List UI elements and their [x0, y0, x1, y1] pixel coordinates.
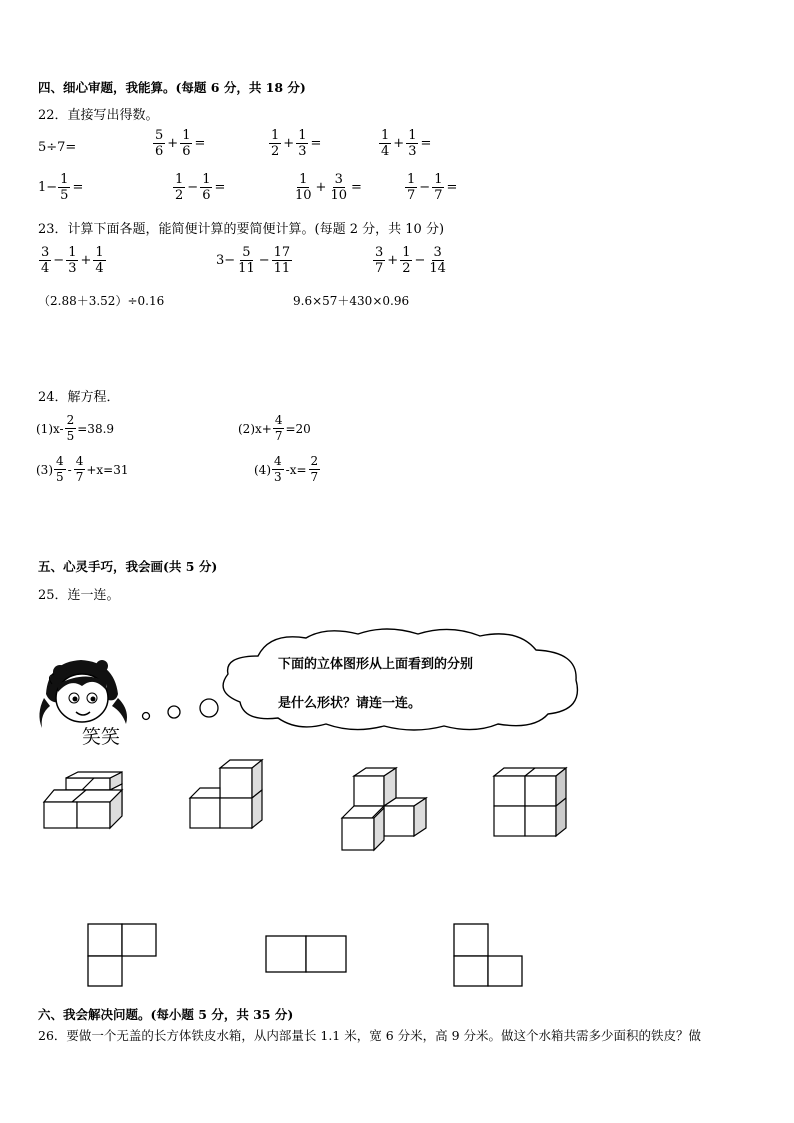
operator: - [67, 462, 72, 477]
operator: − [258, 253, 270, 268]
equals-sign: = [72, 180, 84, 195]
fraction [236, 245, 257, 276]
numerator: 1 [68, 245, 77, 260]
q22-item-1-text: 5÷7= [38, 140, 77, 155]
q22-item-8 [404, 172, 458, 203]
q22-item-3 [268, 128, 322, 159]
q22-item-4 [378, 128, 432, 159]
numerator: 4 [56, 454, 64, 468]
q22-item-5 [38, 172, 84, 203]
suffix: =20 [285, 421, 311, 436]
equals-sign: = [420, 136, 432, 151]
q23-expression-4: （2.88＋3.52）÷0.16 [38, 294, 165, 308]
numerator: 1 [298, 128, 307, 143]
solid-figure-2 [186, 756, 266, 832]
question-24-title: 24．解方程． [38, 390, 120, 405]
numerator: 4 [274, 454, 282, 468]
fraction [400, 245, 412, 276]
q23-expression-2 [216, 245, 293, 276]
question-25-title: 25．连一连。 [38, 588, 120, 603]
question-23-title: 23．计算下面各题，能简便计算的要简便计算。(每题 2 分，共 10 分) [38, 222, 445, 237]
q23-expression-5: 9.6×57＋430×0.96 [293, 294, 410, 308]
prefix: (3) [36, 462, 53, 477]
cloud-text-line-2: 是什么形状？请连一连。 [278, 696, 422, 711]
denominator: 4 [381, 144, 390, 159]
denominator: 6 [155, 144, 164, 159]
operator: -x= [285, 462, 307, 477]
fraction [65, 413, 77, 444]
numerator: 1 [299, 172, 308, 187]
denominator: 4 [95, 261, 104, 276]
equals-sign: = [351, 180, 362, 195]
section-4-heading: 四、细心审题，我能算。(每题 6 分，共 18 分) [38, 80, 306, 95]
numerator: 1 [434, 172, 443, 187]
fraction [74, 454, 86, 485]
top-view-shape-1 [86, 922, 158, 988]
denominator: 6 [182, 144, 191, 159]
denominator: 2 [271, 144, 280, 159]
section-5-heading: 五、心灵手巧，我会画(共 5 分) [38, 559, 218, 574]
numerator: 3 [433, 245, 442, 260]
suffix: +x=31 [86, 462, 129, 477]
solid-figure-3 [338, 766, 430, 856]
prefix: 3− [216, 253, 236, 268]
fraction [173, 172, 185, 203]
speech-cloud [218, 626, 588, 732]
girl-name-label: 笑笑 [82, 726, 121, 748]
equals-sign: = [194, 136, 206, 151]
fraction [432, 172, 444, 203]
numerator: 1 [95, 245, 104, 260]
denominator: 11 [273, 261, 291, 276]
denominator: 7 [310, 470, 319, 484]
operator: + [393, 136, 405, 151]
q22-item-1 [38, 140, 76, 155]
top-view-shape-2 [264, 934, 348, 974]
q24-equation-1 [36, 413, 114, 444]
denominator: 5 [56, 470, 64, 484]
denominator: 4 [41, 261, 50, 276]
numerator: 17 [273, 245, 291, 260]
fraction [200, 172, 212, 203]
denominator: 7 [434, 188, 443, 203]
cloud-text-line-1: 下面的立体图形从上面看到的分别 [278, 657, 474, 672]
equals-sign: = [214, 180, 226, 195]
denominator: 7 [407, 188, 416, 203]
numerator: 1 [408, 128, 417, 143]
operator: − [414, 253, 426, 268]
numerator: 2 [310, 454, 319, 468]
fraction [379, 128, 391, 159]
operator: − [53, 253, 65, 268]
fraction [273, 413, 285, 444]
denominator: 3 [408, 144, 417, 159]
q24-equation-2 [238, 413, 311, 444]
numerator: 4 [274, 413, 283, 427]
suffix: =38.9 [77, 421, 115, 436]
numerator: 3 [334, 172, 343, 187]
denominator: 2 [175, 188, 184, 203]
solid-figure-4 [490, 766, 570, 838]
equals-sign: = [446, 180, 458, 195]
denominator: 2 [402, 261, 411, 276]
operator: − [187, 180, 199, 195]
operator: − [419, 180, 431, 195]
q22-item-7 [292, 172, 363, 203]
numerator: 1 [271, 128, 280, 143]
denominator: 6 [202, 188, 211, 203]
denominator: 3 [68, 261, 77, 276]
solid-figure-1 [40, 770, 130, 834]
denominator: 7 [75, 470, 84, 484]
operator: + [283, 136, 295, 151]
fraction [373, 245, 385, 276]
operator: + [315, 180, 327, 195]
numerator: 2 [66, 413, 75, 427]
fraction [293, 172, 314, 203]
numerator: 1 [407, 172, 416, 187]
denominator: 5 [66, 429, 75, 443]
fraction [93, 245, 105, 276]
q22-item-6 [172, 172, 226, 203]
denominator: 3 [274, 470, 282, 484]
q23-expression-3 [372, 245, 449, 276]
question-26-text: 26．要做一个无盖的长方体铁皮水箱，从内部量长 1.1 米，宽 6 分米，高 9 分米。做这个水箱共需多少面积的铁皮？做 [38, 1028, 702, 1043]
top-view-shape-3 [452, 922, 526, 988]
prefix: (4) [254, 462, 271, 477]
equals-sign: = [310, 136, 322, 151]
q22-item-2 [152, 128, 206, 159]
numerator: 1 [182, 128, 191, 143]
prefix: (1)x- [36, 421, 64, 436]
fraction [406, 128, 418, 159]
numerator: 3 [41, 245, 50, 260]
denominator: 14 [429, 261, 446, 276]
section-6-heading: 六、我会解决问题。(每小题 5 分，共 35 分) [38, 1007, 294, 1022]
denominator: 3 [298, 144, 307, 159]
fraction [328, 172, 349, 203]
numerator: 1 [202, 172, 211, 187]
fraction [296, 128, 308, 159]
denominator: 10 [295, 188, 312, 203]
numerator: 5 [155, 128, 164, 143]
numerator: 4 [75, 454, 84, 468]
denominator: 5 [60, 188, 69, 203]
q24-equation-3 [36, 454, 129, 485]
fraction [153, 128, 165, 159]
operator: + [167, 136, 179, 151]
question-22-title: 22．直接写出得数。 [38, 108, 159, 123]
denominator: 10 [330, 188, 347, 203]
fraction [272, 245, 293, 276]
fraction [39, 245, 51, 276]
fraction [309, 454, 321, 485]
fraction [58, 172, 70, 203]
numerator: 3 [375, 245, 384, 260]
numerator: 1 [402, 245, 411, 260]
numerator: 1 [175, 172, 184, 187]
denominator: 7 [274, 429, 283, 443]
prefix: 1− [38, 180, 58, 195]
fraction [405, 172, 417, 203]
numerator: 5 [242, 245, 251, 260]
prefix: (2)x+ [238, 421, 272, 436]
thought-bubbles [138, 694, 222, 724]
denominator: 11 [238, 261, 255, 276]
q24-equation-4 [254, 454, 321, 485]
fraction [180, 128, 192, 159]
operator: + [387, 253, 399, 268]
fraction [269, 128, 281, 159]
q23-expression-1 [38, 245, 107, 276]
denominator: 7 [375, 261, 384, 276]
fraction [272, 454, 284, 485]
numerator: 1 [60, 172, 69, 187]
fraction [66, 245, 78, 276]
operator: + [80, 253, 92, 268]
fraction [54, 454, 66, 485]
numerator: 1 [381, 128, 390, 143]
fraction [427, 245, 448, 276]
